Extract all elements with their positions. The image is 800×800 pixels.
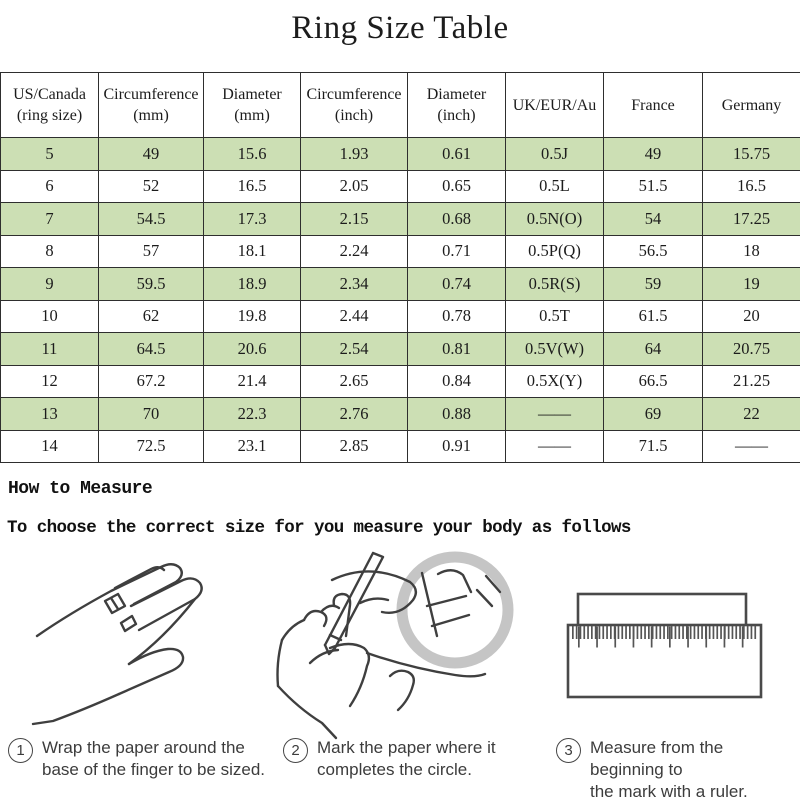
col-header-france: France xyxy=(604,73,703,138)
cell: 22 xyxy=(703,398,800,431)
how-to-measure-heading: How to Measure xyxy=(8,479,153,499)
cell: 0.81 xyxy=(408,333,506,366)
cell: 0.71 xyxy=(408,235,506,268)
cell: 59 xyxy=(604,268,703,301)
table-row xyxy=(1,235,800,268)
cell: 2.65 xyxy=(301,365,408,398)
col-header-circumference-mm: Circumference (mm) xyxy=(99,73,204,138)
col-header-circumference-inch: Circumference (inch) xyxy=(301,73,408,138)
cell: 72.5 xyxy=(99,430,204,463)
mark-paper-illustration xyxy=(270,548,545,743)
cell: 0.5P(Q) xyxy=(506,235,604,268)
step-1-text: Wrap the paper around the base of the finger to be sized. xyxy=(42,738,266,779)
cell: 14 xyxy=(1,430,99,463)
cell: 21.4 xyxy=(204,365,301,398)
cell: 6 xyxy=(1,170,99,203)
cell: 0.68 xyxy=(408,203,506,236)
measure-instruction-text: To choose the correct size for you measure your body as follows xyxy=(7,518,631,538)
cell: 20 xyxy=(703,300,800,333)
table-row xyxy=(1,398,800,431)
cell: 0.5R(S) xyxy=(506,268,604,301)
cell: 54 xyxy=(604,203,703,236)
cell: 12 xyxy=(1,365,99,398)
cell: 0.74 xyxy=(408,268,506,301)
cell: 2.15 xyxy=(301,203,408,236)
cell: 0.5L xyxy=(506,170,604,203)
step-2 xyxy=(283,737,539,781)
cell: 20.75 xyxy=(703,333,800,366)
cell: 61.5 xyxy=(604,300,703,333)
cell: 0.78 xyxy=(408,300,506,333)
step-3-text: Measure from the beginning to the mark with a ruler. xyxy=(590,738,748,800)
ring-size-table xyxy=(0,72,800,463)
cell: 54.5 xyxy=(99,203,204,236)
step-3 xyxy=(556,737,800,800)
cell: 8 xyxy=(1,235,99,268)
cell: 0.5J xyxy=(506,138,604,171)
cell: 0.88 xyxy=(408,398,506,431)
cell: 18.9 xyxy=(204,268,301,301)
cell: 0.5X(Y) xyxy=(506,365,604,398)
magnifier-circle-icon xyxy=(402,557,508,663)
cell: 5 xyxy=(1,138,99,171)
cell: 70 xyxy=(99,398,204,431)
cell: 2.85 xyxy=(301,430,408,463)
cell: 57 xyxy=(99,235,204,268)
cell: 17.25 xyxy=(703,203,800,236)
cell: 49 xyxy=(99,138,204,171)
cell: 13 xyxy=(1,398,99,431)
table-header-row xyxy=(1,73,800,138)
col-header-uk-eur-au: UK/EUR/Au xyxy=(506,73,604,138)
cell: 51.5 xyxy=(604,170,703,203)
step-2-text: Mark the paper where it completes the circle. xyxy=(317,738,496,779)
cell: 2.05 xyxy=(301,170,408,203)
cell: —— xyxy=(506,398,604,431)
ruler-measure-illustration xyxy=(548,578,798,718)
cell: 2.54 xyxy=(301,333,408,366)
cell: 19 xyxy=(703,268,800,301)
cell: 64.5 xyxy=(99,333,204,366)
cell: 7 xyxy=(1,203,99,236)
cell: 21.25 xyxy=(703,365,800,398)
col-header-us-canada: US/Canada (ring size) xyxy=(1,73,99,138)
cell: 0.5T xyxy=(506,300,604,333)
table-row xyxy=(1,138,800,171)
cell: 23.1 xyxy=(204,430,301,463)
cell: 15.75 xyxy=(703,138,800,171)
col-header-diameter-inch: Diameter (inch) xyxy=(408,73,506,138)
cell: 66.5 xyxy=(604,365,703,398)
cell: 0.91 xyxy=(408,430,506,463)
table-row xyxy=(1,430,800,463)
cell: 49 xyxy=(604,138,703,171)
cell: 0.5V(W) xyxy=(506,333,604,366)
step-1-number-badge: 1 xyxy=(8,738,33,763)
table-row xyxy=(1,170,800,203)
cell: 22.3 xyxy=(204,398,301,431)
cell: —— xyxy=(506,430,604,463)
cell: 16.5 xyxy=(703,170,800,203)
cell: 69 xyxy=(604,398,703,431)
cell: 0.61 xyxy=(408,138,506,171)
cell: 62 xyxy=(99,300,204,333)
cell: 17.3 xyxy=(204,203,301,236)
hand-with-paper-illustration xyxy=(15,560,265,735)
col-header-germany: Germany xyxy=(703,73,800,138)
step-1 xyxy=(8,737,276,781)
cell: 2.34 xyxy=(301,268,408,301)
table-row xyxy=(1,203,800,236)
cell: 59.5 xyxy=(99,268,204,301)
table-row xyxy=(1,300,800,333)
cell: 64 xyxy=(604,333,703,366)
step-2-number-badge: 2 xyxy=(283,738,308,763)
cell: 2.44 xyxy=(301,300,408,333)
cell: 67.2 xyxy=(99,365,204,398)
table-row xyxy=(1,268,800,301)
table-row xyxy=(1,333,800,366)
cell: 10 xyxy=(1,300,99,333)
cell: 18 xyxy=(703,235,800,268)
cell: 19.8 xyxy=(204,300,301,333)
col-header-diameter-mm: Diameter (mm) xyxy=(204,73,301,138)
cell: 0.65 xyxy=(408,170,506,203)
page-title: Ring Size Table xyxy=(291,10,509,46)
cell: 16.5 xyxy=(204,170,301,203)
table-row xyxy=(1,365,800,398)
cell: 71.5 xyxy=(604,430,703,463)
cell: 0.5N(O) xyxy=(506,203,604,236)
cell: 0.84 xyxy=(408,365,506,398)
cell: 52 xyxy=(99,170,204,203)
cell: 1.93 xyxy=(301,138,408,171)
cell: 20.6 xyxy=(204,333,301,366)
cell: 2.76 xyxy=(301,398,408,431)
cell: 11 xyxy=(1,333,99,366)
cell: —— xyxy=(703,430,800,463)
step-3-number-badge: 3 xyxy=(556,738,581,763)
cell: 18.1 xyxy=(204,235,301,268)
cell: 56.5 xyxy=(604,235,703,268)
cell: 15.6 xyxy=(204,138,301,171)
cell: 2.24 xyxy=(301,235,408,268)
cell: 9 xyxy=(1,268,99,301)
